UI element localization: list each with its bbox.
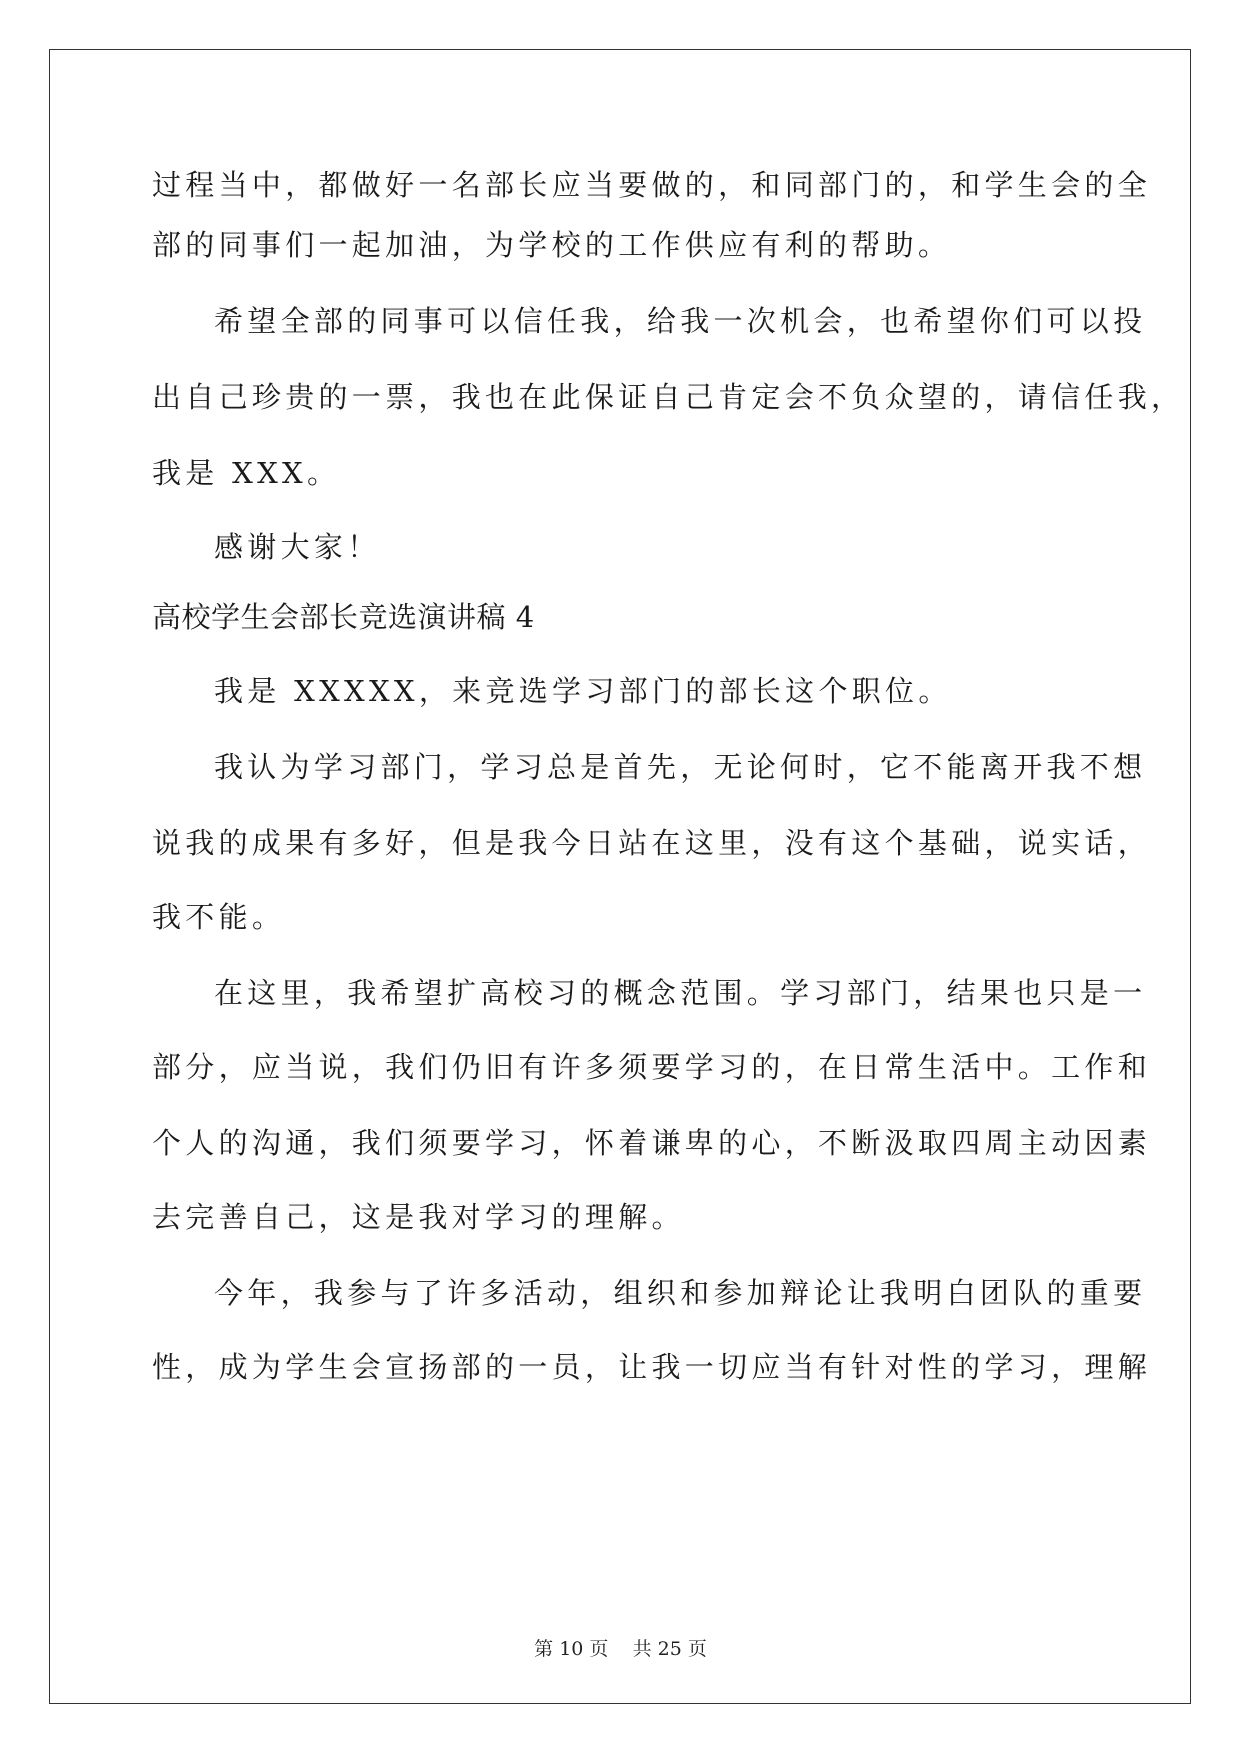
paragraph-line: 希望全部的同事可以信任我，给我一次机会，也希望你们可以投 [214, 304, 1147, 338]
paragraph-line: 性，成为学生会宣扬部的一员，让我一切应当有针对性的学习，理解 [152, 1350, 1152, 1384]
paragraph-line: 过程当中，都做好一名部长应当要做的，和同部门的，和学生会的全 [152, 168, 1152, 202]
paragraph-line: 在这里，我希望扩高校习的概念范围。学习部门，结果也只是一 [214, 976, 1147, 1010]
paragraph-line: 部分，应当说，我们仍旧有许多须要学习的，在日常生活中。工作和 [152, 1050, 1152, 1084]
paragraph-line: 今年，我参与了许多活动，组织和参加辩论让我明白团队的重要 [214, 1276, 1147, 1310]
paragraph-line: 我是 XXX。 [152, 456, 341, 490]
section-heading: 高校学生会部长竞选演讲稿 4 [152, 600, 535, 634]
page-number: 第 10 页 共 25 页 [534, 1638, 707, 1660]
paragraph-line: 部的同事们一起加油，为学校的工作供应有利的帮助。 [152, 228, 952, 262]
paragraph-line: 我不能。 [152, 900, 286, 934]
paragraph-line: 我是 XXXXX，来竞选学习部门的部长这个职位。 [214, 674, 952, 708]
paragraph-line: 我认为学习部门，学习总是首先，无论何时，它不能离开我不想 [214, 750, 1147, 784]
paragraph-line: 说我的成果有多好，但是我今日站在这里，没有这个基础，说实话， [152, 826, 1152, 860]
page-footer [0, 1634, 1241, 1661]
paragraph-line: 去完善自己，这是我对学习的理解。 [152, 1200, 685, 1234]
paragraph-line: 个人的沟通，我们须要学习，怀着谦卑的心，不断汲取四周主动因素 [152, 1126, 1152, 1160]
paragraph-line: 出自己珍贵的一票，我也在此保证自己肯定会不负众望的，请信任我， [152, 380, 1185, 414]
paragraph-line: 感谢大家！ [214, 530, 381, 564]
